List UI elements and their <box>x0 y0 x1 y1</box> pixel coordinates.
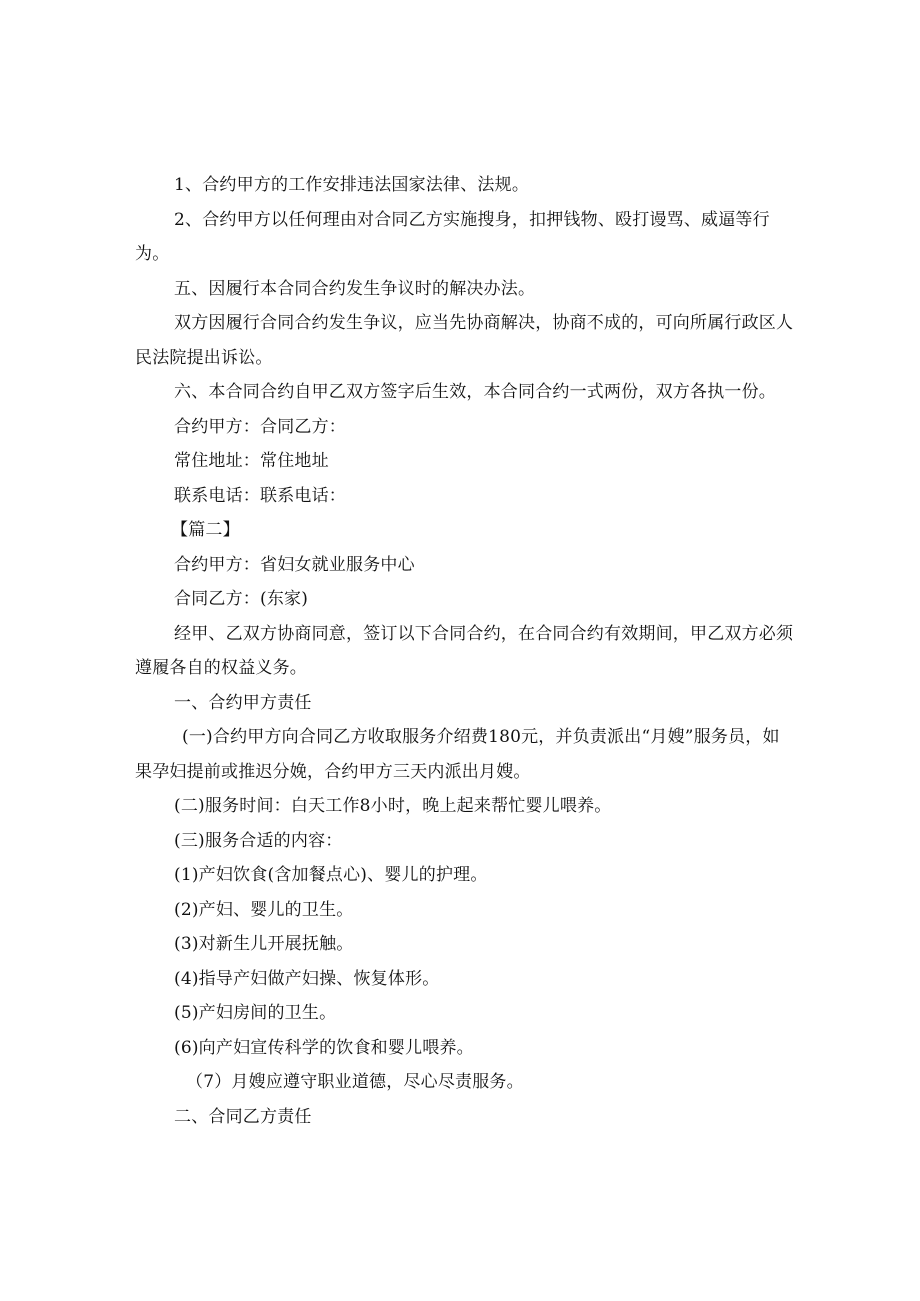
part-two-heading: 【篇二】 <box>171 520 240 540</box>
responsibility-three-title: (三)服务合适的内容： <box>174 830 343 851</box>
clause-1: 1、合约甲方的工作安排违法国家法律、法规。 <box>174 175 530 195</box>
service-item-7: （7）月嫂应遵守职业道德，尽心尽责服务。 <box>186 1072 524 1092</box>
party-a-b-line: 合约甲方：合同乙方： <box>174 416 346 437</box>
clause-2: 2、合约甲方以任何理由对合同乙方实施搜身，扣押钱物、殴打谩骂、威逼等行为。 <box>135 209 770 264</box>
service-item-5: (5)产妇房间的卫生。 <box>174 1003 337 1023</box>
responsibility-one-paragraph: (一)合约甲方向合同乙方收取服务介绍费180元，并负责派出“月嫂”服务员，如果孕妇提前或推迟分娩，合约甲方三天内派出月嫂。 <box>135 727 780 782</box>
section-two-title: 二、合同乙方责任 <box>174 1106 312 1127</box>
dispute-resolution-paragraph: 双方因履行合同合约发生争议，应当先协商解决，协商不成的，可向所属行政区人民法院提出诉讼。 <box>135 313 794 368</box>
agreement-intro-paragraph: 经甲、乙双方协商同意，签订以下合同合约，在合同合约有效期间，甲乙双方必须遵履各自的权益义务。 <box>135 623 794 678</box>
service-item-3: (3)对新生儿开展抚触。 <box>174 934 354 954</box>
section-one-title: 一、合约甲方责任 <box>174 692 312 713</box>
service-item-2: (2)产妇、婴儿的卫生。 <box>174 899 354 920</box>
document-body <box>135 168 795 1134</box>
section-five-title: 五、因履行本合同合约发生争议时的解决办法。 <box>174 278 536 299</box>
address-line: 常住地址：常住地址 <box>174 451 329 471</box>
service-item-1: (1)产妇饮食(含加餐点心)、婴儿的护理。 <box>174 865 488 885</box>
phone-line: 联系电话：联系电话： <box>174 485 346 506</box>
responsibility-two-paragraph: (二)服务时间：白天工作8小时，晚上起来帮忙婴儿喂养。 <box>174 796 612 816</box>
party-a-name-line: 合约甲方：省妇女就业服务中心 <box>174 554 415 575</box>
service-item-6: (6)向产妇宣传科学的饮食和婴儿喂养。 <box>174 1037 474 1058</box>
service-item-4: (4)指导产妇做产妇操、恢复体形。 <box>174 968 440 989</box>
party-b-name-line: 合同乙方：(东家) <box>174 589 309 609</box>
section-six-title: 六、本合同合约自甲乙双方签字后生效，本合同合约一式两份，双方各执一份。 <box>174 382 776 402</box>
